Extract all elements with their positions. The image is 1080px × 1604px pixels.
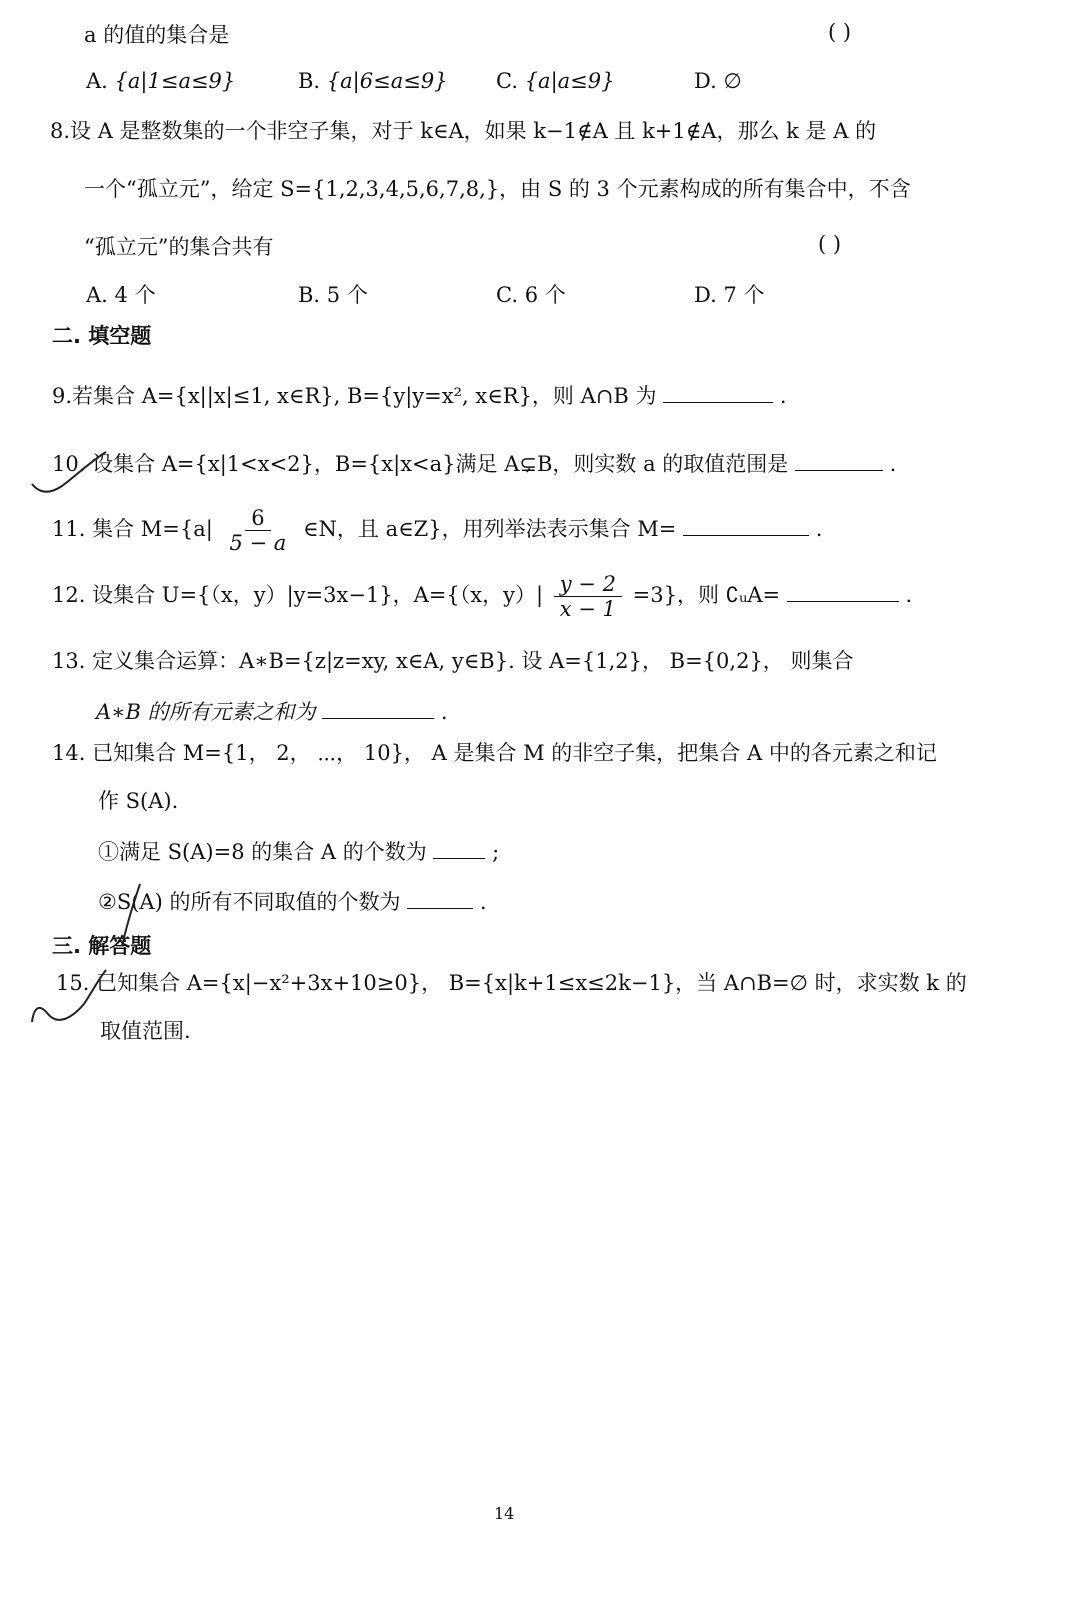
q15-line-1: 15. 已知集合 A={x|−x²+3x+10≥0}， B={x|k+1≤x≤2k−1}，当 A∩B=∅ 时，求实数 k 的 <box>56 971 967 995</box>
section-2-title: 二. 填空题 <box>52 324 152 348</box>
q14-sub-1-end: ; <box>492 840 500 864</box>
q9-answer-blank[interactable] <box>663 380 773 403</box>
q13-line-2 <box>96 696 448 727</box>
q13-line-2-text: A∗B 的所有元素之和为 <box>96 700 316 724</box>
q10-text: 10. 设集合 A={x|1<x<2}，B={x|x<a}满足 A⊊B，则实数 a 的取值范围是 <box>52 452 789 476</box>
q13-line-1: 13. 定义集合运算：A∗B={z|z=xy, x∈A, y∈B}. 设 A={1,2}， B={0,2}， 则集合 <box>52 649 854 673</box>
q10-answer-blank[interactable] <box>795 448 883 471</box>
q14-sub-2-text: ②S(A) 的所有不同取值的个数为 <box>98 890 401 914</box>
fraction-numerator: 6 <box>245 506 270 531</box>
option-text: 5 个 <box>326 283 368 307</box>
option-text: ∅ <box>723 69 742 93</box>
q10 <box>52 448 896 479</box>
q7-stem-tail: a 的值的集合是 <box>84 23 230 47</box>
q12-answer-blank[interactable] <box>787 579 899 602</box>
q12-fraction <box>554 572 622 621</box>
q8-line-2: 一个“孤立元”，给定 S={1,2,3,4,5,6,7,8,}，由 S 的 3 个元素构成的所有集合中，不含 <box>84 177 911 201</box>
q11-fraction <box>224 506 293 555</box>
option-label: A. <box>86 69 108 93</box>
q14-line-1: 14. 已知集合 M={1， 2， ⋯， 10}， A 是集合 M 的非空子集，把集合 A 中的各元素之和记 <box>52 741 937 765</box>
q13-answer-blank[interactable] <box>322 696 434 719</box>
q12-suffix: =3}，则 ∁ᵤA= <box>632 583 781 607</box>
q12-end: . <box>905 583 913 607</box>
q14-sub-1-text: ①满足 S(A)=8 的集合 A 的个数为 <box>98 840 427 864</box>
handwritten-stroke-mark <box>116 880 146 950</box>
option-label: B. <box>298 283 321 307</box>
q7-option-b <box>298 66 448 96</box>
q7-answer-paren: ( ) <box>828 20 852 44</box>
handwritten-check-mark-q15 <box>26 966 116 1030</box>
option-label: C. <box>496 283 518 307</box>
q7-option-c <box>496 66 614 96</box>
q8-option-c <box>496 280 566 310</box>
q9-end: . <box>779 384 787 408</box>
fraction-numerator: y − 2 <box>554 572 622 597</box>
option-text: 6 个 <box>524 283 566 307</box>
option-text: {a|6≤a≤9} <box>326 69 448 93</box>
q9 <box>52 380 787 411</box>
q8-line-3: “孤立元”的集合共有 <box>84 235 274 259</box>
q8-option-d <box>694 280 765 310</box>
fraction-denominator: 5 − a <box>229 531 287 555</box>
option-text: 4 个 <box>114 283 156 307</box>
q8-option-b <box>298 280 368 310</box>
fraction-denominator: x − 1 <box>559 597 616 621</box>
option-label: C. <box>496 69 518 93</box>
handwritten-check-mark-q10 <box>28 450 118 500</box>
option-label: B. <box>298 69 321 93</box>
q12-prefix: 12. 设集合 U={（x，y）|y=3x−1}，A={（x，y）| <box>52 583 544 607</box>
q11-answer-blank[interactable] <box>683 513 809 536</box>
option-label: D. <box>694 283 717 307</box>
option-text: 7 个 <box>723 283 765 307</box>
q7-option-a <box>86 66 235 96</box>
q11-prefix: 11. 集合 M={a| <box>52 517 213 541</box>
q8-line-1: 8.设 A 是整数集的一个非空子集，对于 k∈A，如果 k−1∉A 且 k+1∉A，那么 k 是 A 的 <box>50 119 877 143</box>
option-text: {a|a≤9} <box>524 69 615 93</box>
q14-sub-2-answer-blank[interactable] <box>407 886 473 909</box>
q14-sub-1-answer-blank[interactable] <box>433 836 485 859</box>
q12 <box>52 570 912 621</box>
q10-end: . <box>889 452 897 476</box>
q8-option-a <box>86 280 156 310</box>
q14-sub-1 <box>98 836 499 867</box>
q8-answer-paren: ( ) <box>818 232 842 256</box>
option-label: A. <box>86 283 108 307</box>
q7-option-d <box>694 66 742 96</box>
q14-sub-2-end: . <box>479 890 487 914</box>
q9-text: 9.若集合 A={x||x|≤1, x∈R}, B={y|y=x², x∈R}，则 A∩B 为 <box>52 384 657 408</box>
q13-end: . <box>440 700 448 724</box>
q11-suffix: ∈N，且 a∈Z}，用列举法表示集合 M= <box>303 517 677 541</box>
section-3-title: 三. 解答题 <box>52 934 152 958</box>
option-text: {a|1≤a≤9} <box>114 69 236 93</box>
q15-line-2: 取值范围. <box>100 1019 191 1043</box>
page-number: 14 <box>494 1504 515 1523</box>
q11 <box>52 504 822 555</box>
option-label: D. <box>694 69 717 93</box>
q14-line-2: 作 S(A). <box>98 789 179 813</box>
q11-end: . <box>815 517 823 541</box>
q14-sub-2 <box>98 886 487 917</box>
